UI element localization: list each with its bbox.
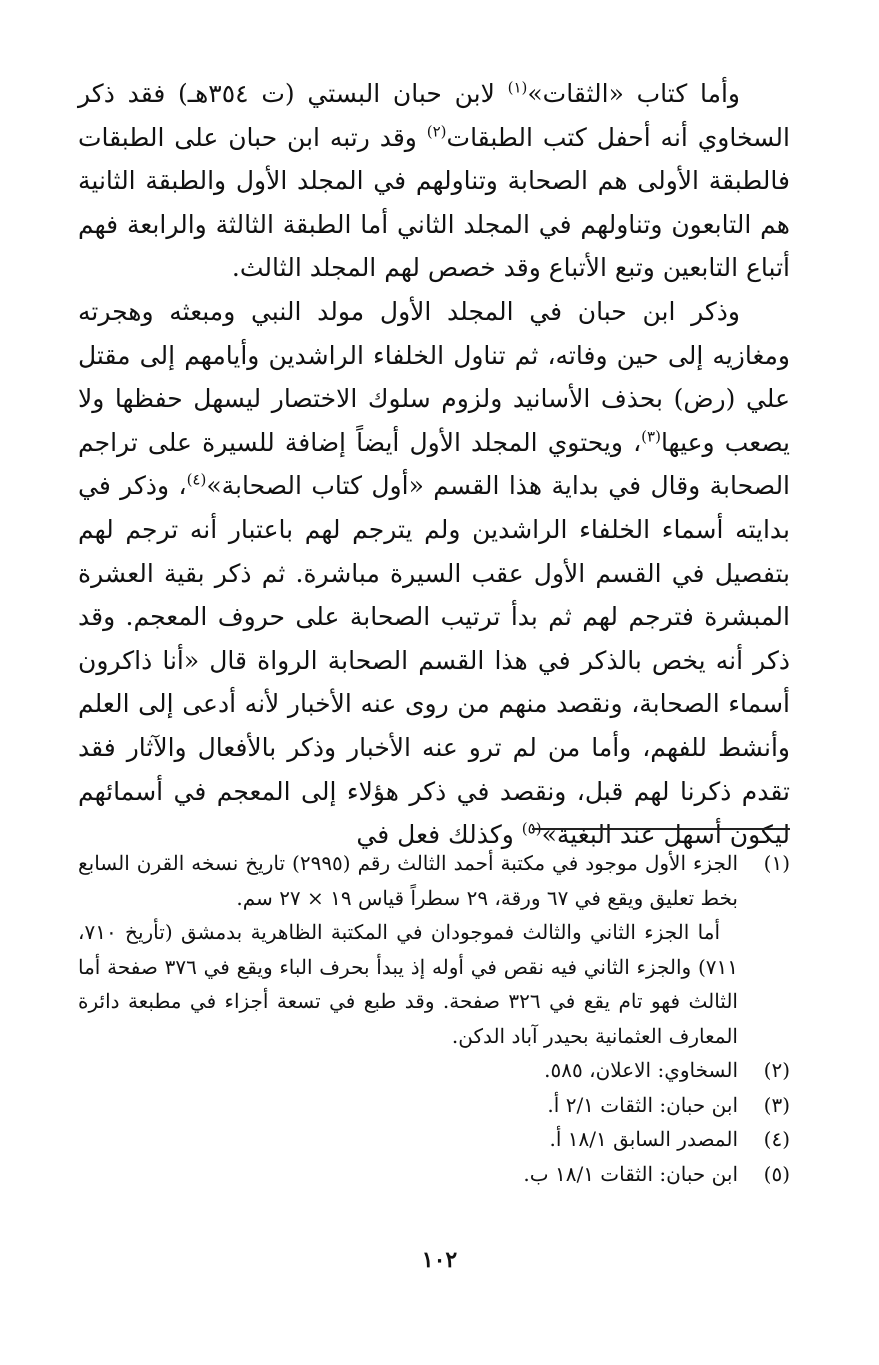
main-text xyxy=(78,72,790,857)
paragraph-1 xyxy=(78,72,790,290)
paragraph-2-part-d: وكذلك فعل في xyxy=(356,820,522,850)
footnote-2 xyxy=(78,1053,790,1088)
paragraph-2-part-b: ، ويحتوي المجلد الأول أيضاً إضافة للسيرة على تراجم الصحابة وقال في بداية هذا القسم «أول كتاب الصحابة» xyxy=(78,427,791,501)
footnote-text: السخاوي: الاعلان، ٥٨٥. xyxy=(544,1058,738,1082)
paragraph-2-part-a: وذكر ابن حبان في المجلد الأول مولد النبي ومبعثه وهجرته ومغازيه إلى حين وفاته، ثم تناول الخلفاء الراشدين وأيامهم إلى مقتل علي (رض) بحذف الأسانيد ولزوم سلوك الاختصار ليسهل حفظها ولا يصعب وعيها xyxy=(78,296,790,457)
footnote-number: (٢) xyxy=(763,1058,790,1082)
footnote-number: (١) xyxy=(763,851,790,875)
footnote-ref-4: (٤) xyxy=(186,471,207,490)
paragraph-1-part-b: لابن حبان البستي (ت ٣٥٤هـ) فقد ذكر السخاوي أنه أحفل كتب الطبقات xyxy=(78,79,790,152)
footnote-text: ابن حبان: الثقات ١٨/١ ب. xyxy=(523,1161,738,1186)
footnote-ref-5: (٥) xyxy=(521,819,542,838)
footnote-4 xyxy=(78,1122,790,1157)
footnote-ref-1: (١) xyxy=(507,78,528,97)
footnote-divider xyxy=(532,828,790,830)
footnote-number: (٣) xyxy=(763,1092,790,1117)
footnote-1 xyxy=(78,846,790,915)
footnote-text: المصدر السابق ١٨/١ أ. xyxy=(549,1127,738,1151)
page-number: ١٠٢ xyxy=(421,1247,458,1273)
paragraph-1-part-a: وأما كتاب «الثقات» xyxy=(527,79,740,108)
footnote-ref-3: (٣) xyxy=(641,427,661,446)
footnotes xyxy=(78,846,790,1191)
footnote-1-continuation: أما الجزء الثاني والثالث فموجودان في المكتبة الظاهرية بدمشق (تأريخ ٧١٠، ٧١١) والجزء الثاني فيه نقص في أوله إذ يبدأ بحرف الباء ويقع في ٣٧٦ صفحة أما الثالث فهو تام يقع في ٣٢٦ صفحة. وقد طبع في تسعة أجزاء في مطبعة دائرة المعارف العثمانية بحيدر آباد الدكن. xyxy=(78,920,739,1048)
footnote-number: (٤) xyxy=(763,1127,790,1151)
footnote-number: (٥) xyxy=(763,1161,790,1186)
footnote-text: ابن حبان: الثقات ٢/١ أ. xyxy=(547,1092,738,1117)
paragraph-1-part-c: وقد رتبه ابن حبان على الطبقات فالطبقة الأولى هم الصحابة وتناولهم في المجلد الأول والطبقة الثانية هم التابعون وتناولهم في المجلد الثاني أما الطبقة الثالثة والرابعة فهم أتباع التابعين وتبع الأتباع وقد خصص لهم المجلد الثالث. xyxy=(78,122,790,283)
footnote-5 xyxy=(78,1157,790,1192)
footnote-ref-2: (٢) xyxy=(426,122,447,141)
footnote-3 xyxy=(78,1088,790,1123)
paragraph-2 xyxy=(78,290,790,857)
paragraph-2-part-c: ، وذكر في بدايته أسماء الخلفاء الراشدين ولم يترجم لهم باعتبار أنه ترجم لهم بتفصيل في القسم الأول عقب السيرة مباشرة. ثم ذكر بقية العشرة المبشرة فترجم لهم ثم بدأ ترتيب الصحابة على حروف المعجم. وقد ذكر أنه يخص بالذكر في هذا القسم الصحابة الرواة قال «أنا ذاكرون أسماء الصحابة، ونقصد منهم من روى عنه الأخبار لأنه أدعى إلى العلم وأنشط للفهم، وأما من لم ترو عنه الأخبار وذكر بالأفعال والآثار فقد تقدم ذكرنا لهم قبل، ونقصد في ذكر هؤلاء إلى المعجم في أسمائهم ليكون أسهل عند البغية» xyxy=(78,471,790,850)
footnote-text: الجزء الأول موجود في مكتبة أحمد الثالث رقم (٢٩٩٥) تاريخ نسخه القرن السابع بخط تعليق ويقع في ٦٧ ورقة، ٢٩ سطراً قياس ١٩ × ٢٧ سم. xyxy=(78,851,738,910)
